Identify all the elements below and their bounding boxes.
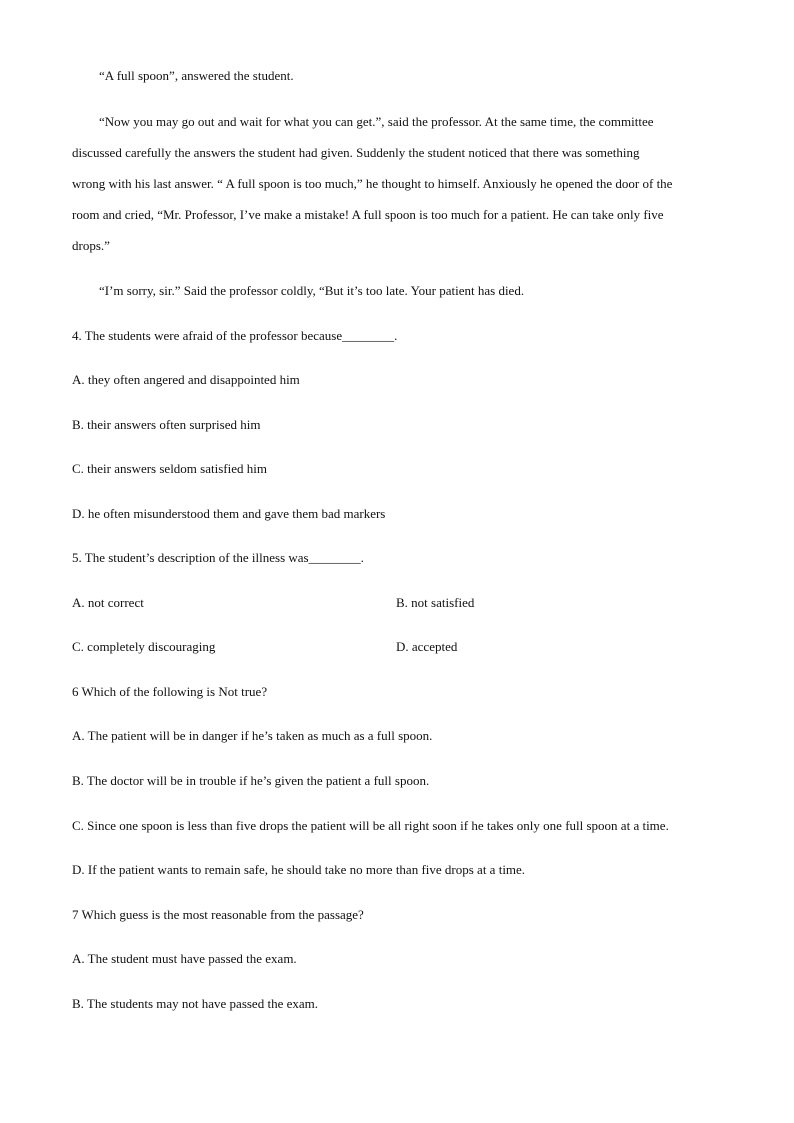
- question-7-option-a: A. The student must have passed the exam.: [72, 951, 297, 966]
- question-4-option-c: C. their answers seldom satisfied him: [72, 461, 267, 476]
- question-5-option-a: A. not correct: [72, 595, 144, 610]
- question-4-option-b: B. their answers often surprised him: [72, 417, 261, 432]
- question-6-option-c: C. Since one spoon is less than five drops the patient will be all right soon if he takes only one full spoon at a time.: [72, 818, 669, 833]
- passage-paragraph-1: “A full spoon”, answered the student.: [99, 68, 294, 83]
- question-4-option-d: D. he often misunderstood them and gave them bad markers: [72, 506, 386, 521]
- question-5-option-c: C. completely discouraging: [72, 639, 216, 654]
- passage-paragraph-2-line-3: wrong with his last answer. “ A full spoon is too much,” he thought to himself. Anxiously he opened the door of the: [72, 176, 673, 191]
- question-5-option-d: D. accepted: [396, 639, 458, 654]
- passage-paragraph-3: “I’m sorry, sir.” Said the professor coldly, “But it’s too late. Your patient has died.: [99, 283, 525, 298]
- question-6-option-d: D. If the patient wants to remain safe, he should take no more than five drops at a time.: [72, 862, 526, 877]
- question-6-option-b: B. The doctor will be in trouble if he’s given the patient a full spoon.: [72, 773, 430, 788]
- question-7-stem: 7 Which guess is the most reasonable from the passage?: [72, 907, 364, 922]
- passage-paragraph-2-line-5: drops.”: [72, 238, 110, 253]
- passage-paragraph-2-line-4: room and cried, “Mr. Professor, I’ve make a mistake! A full spoon is too much for a patient. He can take only five: [72, 207, 664, 222]
- question-4-stem: 4. The students were afraid of the professor because________.: [72, 328, 398, 343]
- question-6-option-a: A. The patient will be in danger if he’s taken as much as a full spoon.: [72, 728, 433, 743]
- question-4-option-a: A. they often angered and disappointed him: [72, 372, 300, 387]
- question-5-stem: 5. The student’s description of the illness was________.: [72, 550, 364, 565]
- question-5-option-b: B. not satisfied: [396, 595, 475, 610]
- question-7-option-b: B. The students may not have passed the exam.: [72, 996, 318, 1011]
- passage-paragraph-2-line-1: “Now you may go out and wait for what you can get.”, said the professor. At the same time, the committee: [99, 114, 654, 129]
- question-6-stem: 6 Which of the following is Not true?: [72, 684, 268, 699]
- passage-paragraph-2-line-2: discussed carefully the answers the student had given. Suddenly the student noticed that there was something: [72, 145, 640, 160]
